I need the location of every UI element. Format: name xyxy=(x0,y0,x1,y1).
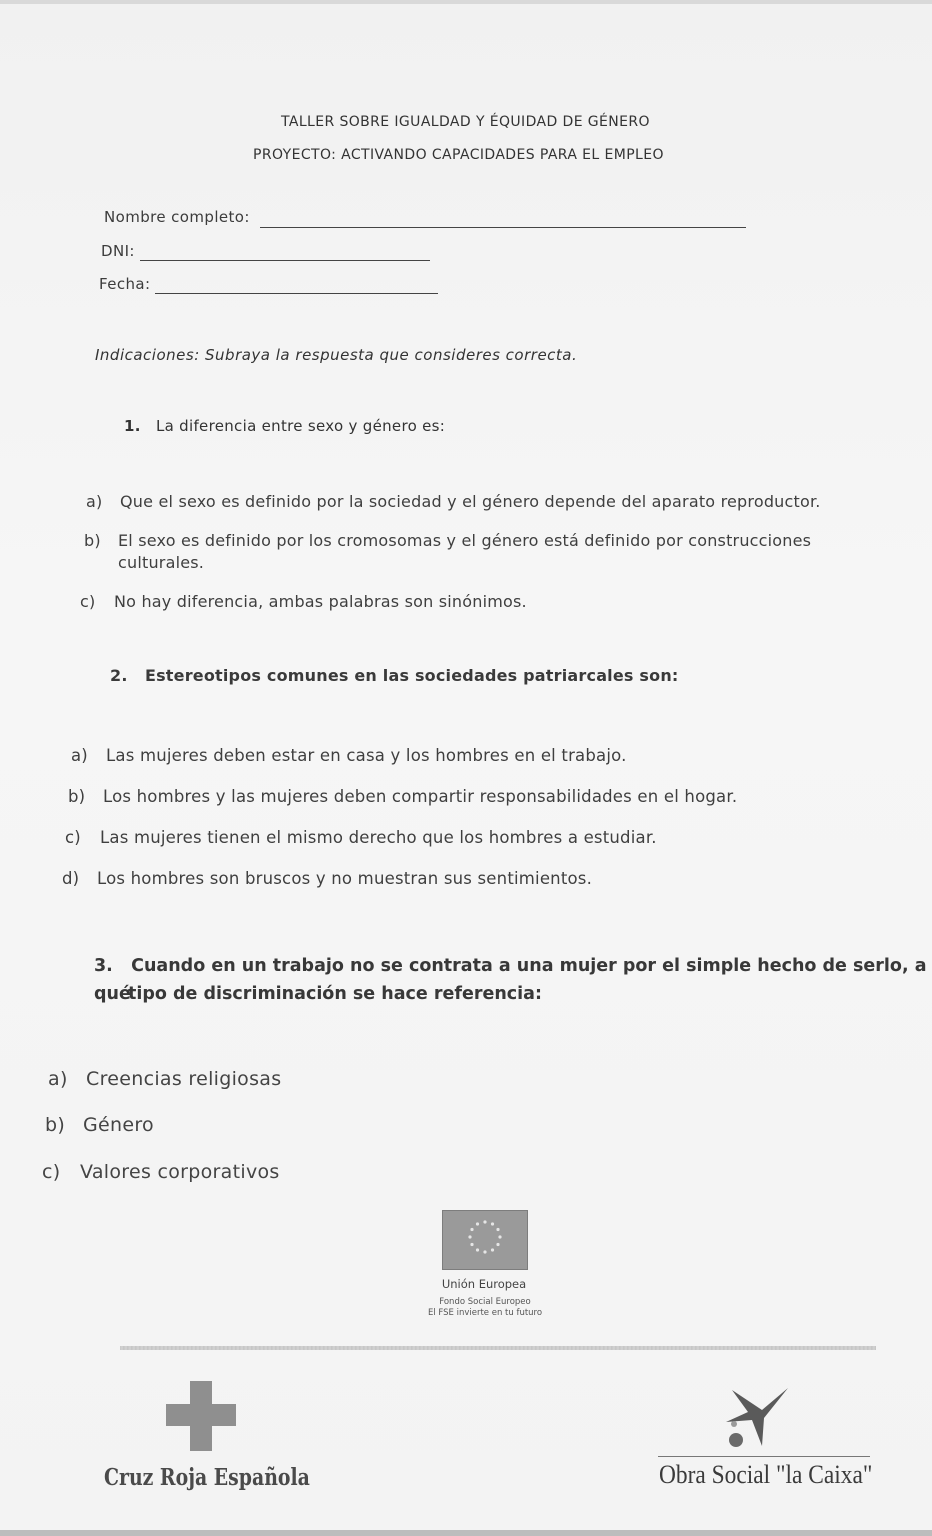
option-text: Los hombres y las mujeres deben compartir responsabilidades en el hogar. xyxy=(103,787,738,806)
option-text: Las mujeres tienen el mismo derecho que los hombres a estudiar. xyxy=(100,828,657,847)
option-text: El sexo es definido por los cromosomas y el género está definido por construcciones xyxy=(118,531,812,550)
option-letter: a) xyxy=(48,1068,68,1090)
dni-field[interactable] xyxy=(140,260,430,261)
eu-flag-icon xyxy=(442,1210,528,1270)
footer-divider xyxy=(120,1346,876,1350)
option-text: Creencias religiosas xyxy=(86,1068,282,1090)
question-number: 1. xyxy=(124,417,141,435)
document-title: TALLER SOBRE IGUALDAD Y ÉQUIDAD DE GÉNERO xyxy=(281,114,650,130)
option-text: No hay diferencia, ambas palabras son sinónimos. xyxy=(114,592,527,611)
dni-label: DNI: xyxy=(101,242,135,260)
name-field[interactable] xyxy=(260,227,746,228)
name-label: Nombre completo: xyxy=(104,208,250,226)
option-3b[interactable] xyxy=(45,1114,154,1136)
date-field[interactable] xyxy=(155,293,438,294)
option-letter: c) xyxy=(42,1161,61,1183)
eu-motto: El FSE invierte en tu futuro xyxy=(427,1308,543,1318)
option-1b-continued: culturales. xyxy=(118,553,205,572)
caixa-underline xyxy=(658,1456,870,1457)
option-1a[interactable] xyxy=(86,492,821,511)
caixa-name: Obra Social "la Caixa" xyxy=(659,1460,873,1489)
question-3-continued: tipo de discriminación se hace referencia: xyxy=(128,984,542,1004)
option-1c[interactable] xyxy=(80,592,527,611)
option-letter: d) xyxy=(62,869,80,888)
question-text: La diferencia entre sexo y género es: xyxy=(155,417,446,435)
cross-icon xyxy=(166,1381,236,1451)
date-label: Fecha: xyxy=(99,275,151,293)
option-text: Las mujeres deben estar en casa y los hombres en el trabajo. xyxy=(106,746,627,765)
eu-fund: Fondo Social Europeo xyxy=(439,1297,531,1307)
option-letter: b) xyxy=(45,1114,66,1136)
option-letter: b) xyxy=(68,787,86,806)
question-1 xyxy=(124,417,445,435)
option-2b[interactable] xyxy=(68,787,737,806)
option-1b[interactable] xyxy=(84,531,811,550)
option-2a[interactable] xyxy=(71,746,627,765)
option-letter: a) xyxy=(71,746,88,765)
question-number: 3. xyxy=(94,956,113,976)
option-letter: a) xyxy=(86,492,103,511)
option-text: Género xyxy=(83,1114,154,1136)
option-text: Que el sexo es definido por la sociedad y el género depende del aparato reproductor. xyxy=(120,492,821,511)
eu-name: Unión Europea xyxy=(441,1277,527,1291)
page-bottom-edge xyxy=(0,1530,932,1536)
question-2 xyxy=(110,666,679,685)
document-page xyxy=(0,4,932,1530)
option-3a[interactable] xyxy=(48,1068,281,1090)
question-text: Cuando en un trabajo no se contrata a una mujer por el simple hecho de serlo, a qué xyxy=(94,956,927,1004)
option-2c[interactable] xyxy=(65,828,657,847)
instructions: Indicaciones: Subraya la respuesta que consideres correcta. xyxy=(95,346,578,364)
star-logo-icon xyxy=(718,1382,792,1454)
question-number: 2. xyxy=(110,666,128,685)
option-letter: c) xyxy=(80,592,96,611)
option-3c[interactable] xyxy=(42,1161,280,1183)
option-2d[interactable] xyxy=(62,869,592,888)
document-subtitle: PROYECTO: ACTIVANDO CAPACIDADES PARA EL EMPLEO xyxy=(253,147,664,163)
red-cross-name: Cruz Roja Española xyxy=(104,1464,310,1491)
option-letter: b) xyxy=(84,531,101,550)
question-text: Estereotipos comunes en las sociedades patriarcales son: xyxy=(144,666,679,685)
option-letter: c) xyxy=(65,828,81,847)
option-text: Valores corporativos xyxy=(80,1161,280,1183)
option-text: Los hombres son bruscos y no muestran sus sentimientos. xyxy=(97,869,593,888)
